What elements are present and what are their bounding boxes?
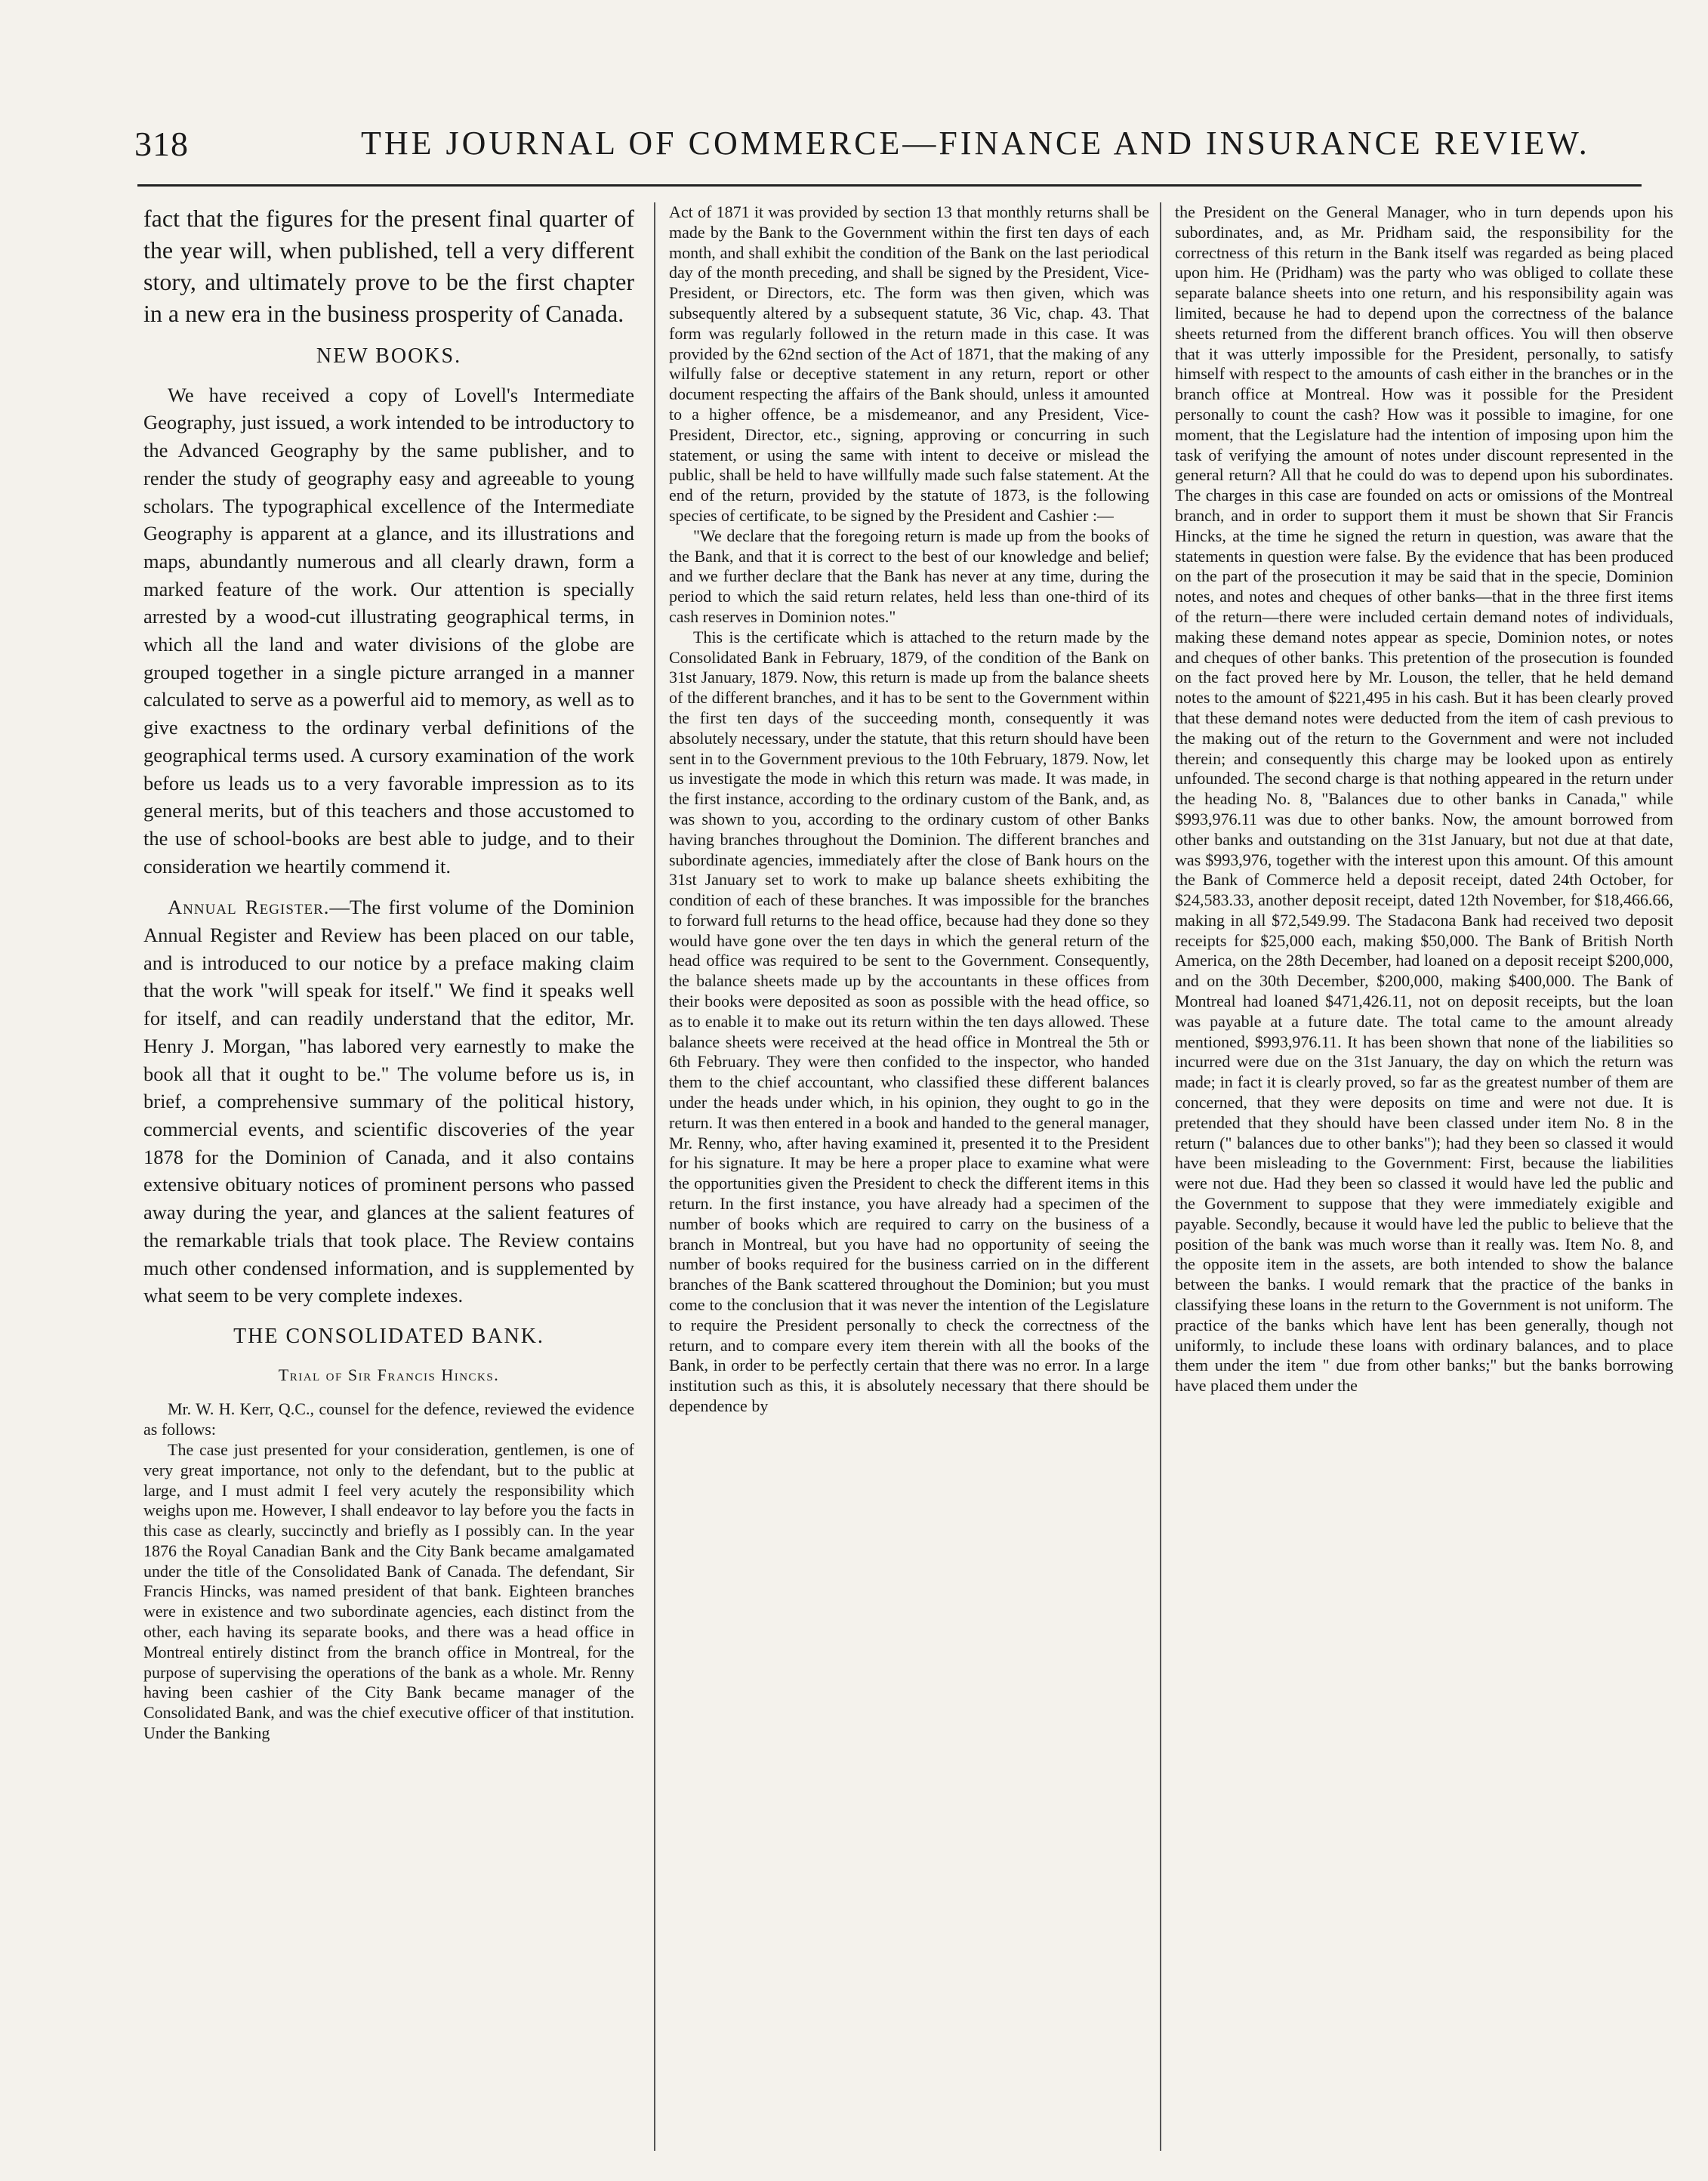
column-right xyxy=(1175,202,1673,2158)
certificate-quote: "We declare that the foregoing return is made up from the books of the Bank, and that it is correct to the best of our knowledge and belief; and we further declare that the Bank has never at any time, during the period to which the said return relates, held less than one-third of its cash reserves in Dominion notes." xyxy=(669,526,1149,626)
column-middle xyxy=(669,202,1149,2158)
kerr-intro: Mr. W. H. Kerr, Q.C., counsel for the defence, reviewed the evidence as follows: xyxy=(143,1399,634,1439)
annual-register-text: —The first volume of the Dominion Annual Register and Review has been placed on our table, and is introduced to our notice by a preface making claim that the work "will speak for itself." We find it speaks well for itself, and can readily understand that the editor, Mr. Henry J. Morgan, "has labored very earnestly to make the book all that it ought to be." The volume before us is, in brief, a comprehensive summary of the political history, commercial events, and scientific discoveries of the year 1878 for the Dominion of Canada, and it also contains extensive obituary notices of prominent persons who passed away during the year, and glances at the salient features of the remarkable trials that took place. The Review contains much other condensed information, and is supplemented by what seem to be very complete indexes. xyxy=(143,896,634,1307)
column-separator xyxy=(654,202,655,2151)
new-books-paragraph: We have received a copy of Lovell's Intermediate Geography, just issued, a work intended to be introductory to the Advanced Geography by the same publisher, and to render the study of geography easy and agreeable to young scholars. The typographical excellence of the Intermediate Geography is apparent at a glance, and its illustrations and maps, abundantly numerous and all clearly drawn, form a marked feature of the work. Our attention is specially arrested by a wood-cut illustrating geographical terms, in which all the land and water divisions of the globe are grouped together in a single picture arranged in a manner calculated to serve as a powerful aid to memory, as well as to give exactness to the ordinary verbal definitions of the geographical terms used. A cursory examination of the work before us leads us to a very favorable impression as to its general merits, but of this teachers and those accustomed to the use of school-books are best able to judge, and to their consideration we heartily commend it. xyxy=(143,383,634,878)
header-rule xyxy=(137,184,1642,187)
page-header xyxy=(134,124,1642,169)
annual-register-runin: Annual Register. xyxy=(168,896,330,919)
running-title: THE JOURNAL OF COMMERCE—FINANCE AND INSURANCE REVIEW. xyxy=(361,125,1590,162)
new-books-heading: NEW BOOKS. xyxy=(316,344,462,368)
return-paragraph: This is the certificate which is attached to the return made by the Consolidated Bank in February, 1879, of the condition of the Bank on 31st January, 1879. Now, this return is made up from the balance sheets of the different branches, and it has to be sent to the Government within the first ten days of the succeeding month, consequently it was absolutely necessary, under the statute, that this return should have been sent in to the Government previous to the 10th February, 1879. Now, let us investigate the mode in which this return was made. It was made, in the first instance, according to the ordinary custom of the Bank, and, as was shown to you, according to the ordinary custom of other Banks having branches throughout the Dominion. The different branches and subordinate agencies, immediately after the close of Bank hours on the 31st January set to work to make up balance sheets exhibiting the condition of each of these branches. It was impossible for the branches to forward full returns to the head office, because had they done so they would have gone over the ten days in which the general return of the head office was required to be sent to the Government. Consequently, the balance sheets made up by the accountants in these offices from their books were deposited as soon as possible with the head office, so as to enable it to make out its return within the ten days allowed. These balance sheets were received at the head office in Montreal the 5th or 6th February. They were then confided to the inspector, who handed them to the chief accountant, who classified these different balances under the heads under which, in his opinion, they ought to go in the return. It was then entered in a book and handed to the general manager, Mr. Renny, who, after having examined it, presented it to the President for his signature. It may be here a proper place to examine what were the opportunities given the President to check the different items in this return. In the first instance, you have already had a specimen of the number of books which are required to carry on the business of a branch in Montreal, but you have had no opportunity of seeing the number of books required for the business carried on in the different branches of the Bank scattered throughout the Dominion; but you must come to the conclusion that it was never the intention of the Legislature to require the President personally to check the correctness of the return, and to compare every item therein with all the books of the Bank, in order to be perfectly certain that there was no error. In a large institution such as this, it is absolutely necessary that there should be dependence by xyxy=(669,627,1149,1416)
column-separator xyxy=(1160,202,1161,2151)
consolidated-bank-heading: THE CONSOLIDATED BANK. xyxy=(233,1324,544,1348)
banking-act-paragraph: Act of 1871 it was provided by section 13 that monthly returns shall be made by the Bank to the Government within the first ten days of each month, and shall exhibit the condition of the Bank on the last periodical day of the month preceding, and shall be signed by the President, Vice-President, or Directors, etc. The form was then given, which was subsequently altered by a subsequent statute, 36 Vic, chap. 43. That form was regularly followed in the return made in this case. It was provided by the 62nd section of the Act of 1871, that the making of any wilfully false or deceptive statement in any return, report or other document respecting the affairs of the Bank should, unless it amounted to a higher offence, be a misdemeanor, and any President, Vice-President, Director, etc., signing, approving or concurring in such statement, or using the same with intent to deceive or mislead the public, shall be held to have willfully made such false statement. At the end of the return, provided by the statute of 1873, is the following species of certificate, to be signed by the President and Cashier :— xyxy=(669,202,1149,525)
lead-paragraph: fact that the figures for the present final quarter of the year will, when published, tell a very different story, and ultimately prove to be the first chapter in a new era in the business prosperity of Canada. xyxy=(143,205,634,327)
consolidated-bank-subheading: Trial of Sir Francis Hincks. xyxy=(278,1365,500,1384)
page-number: 318 xyxy=(134,125,189,163)
president-paragraph: the President on the General Manager, who in turn depends upon his subordinates, and, as Mr. Pridham said, the responsibility for the correctness of this return in the Bank itself was regarded as being placed upon him. He (Pridham) was the party who was obliged to collate these separate balance sheets into one return, and his responsibility again was limited, because he had to depend upon the correctness of the balance sheets returned from the different branch offices. You will then observe that it was utterly impossible for the President, personally, to satisfy himself with respect to the amounts of cash either in the branches or in the branch office at Montreal. How was it possible for the President personally to count the cash? How was it possible to imagine, for one moment, that the Legislature had the intention of imposing upon him the task of verifying the amount of notes under discount represented in the general return? All that he could do was to depend upon his subordinates. The charges in this case are founded on acts or omissions of the Montreal branch, and in order to support them it must be shown that Sir Francis Hincks, at the time he signed the return in question, was aware that the statements in question were false. By the evidence that has been produced on the part of the prosecution it may be said that in the specie, Dominion notes, and notes and cheques of other banks—that in the three first items of the return—there were included certain demand notes of individuals, making these demand notes appear as specie, Dominion notes, or notes and cheques of other banks. This pretention of the prosecution is founded on the fact proved here by Mr. Louson, the teller, that he held demand notes to the amount of $221,495 in his cash. But it has been clearly proved that these demand notes were deducted from the item of cash previous to the making out of the return to the Government and were not included therein; and consequently this charge may be looked upon as entirely unfounded. The second charge is that nothing appeared in the return under the heading No. 8, "Balances due to other banks in Canada," while $993,976.11 was due to other banks. Now, the amount borrowed from other banks and outstanding on the 31st January, but not due at that date, was $993,976, together with the interest upon this amount. Of this amount the Bank of Commerce held a deposit receipt, dated 24th October, for $24,583.33, another deposit receipt, dated 12th November, for $18,466.66, making in all $72,549.99. The Stadacona Bank had received two deposit receipts for $25,000 each, making $50,000. The Bank of British North America, on the 28th December, had loaned on a deposit receipt $200,000, and on the 30th December, $200,000, making $400,000. The Bank of Montreal had loaned $471,426.11, not on deposit receipts, but the loan was payable at a future date. The total came to the amount already mentioned, $993,976.11. It has been shown that none of the liabilities so incurred were due on the 31st January, the day on which the return was made; in fact it is clearly proved, so far as the greatest number of them are concerned, that they were deposits on time and were not due. It is pretended that they should have been classed under item No. 8 in the return (" balances due to other banks"); had they been so classed it would have been misleading to the Government: First, because the liabilities were not due. Had they been so classed it would have led the public and the Government to suppose that they were immediately exigible and payable. Secondly, because it would have led the public to believe that the position of the bank was much worse than it really was. Item No. 8, and the opposite item in the assets, are both intended to show the balance between the banks. I would remark that the practice of the banks in classifying these loans in the return to the Government is not uniform. The practice of the banks which have lent has been generally, though not uniformly, to include these loans with ordinary balances, and to place them under the item " due from other banks;" but the banks borrowing have placed them under the xyxy=(1175,202,1673,1396)
column-left xyxy=(143,202,634,2158)
kerr-paragraph: The case just presented for your consideration, gentlemen, is one of very great importance, not only to the defendant, but to the public at large, and I must admit I feel very acutely the responsibility which weighs upon me. However, I shall endeavor to lay before you the facts in this case as clearly, succinctly and briefly as I possibly can. In the year 1876 the Royal Canadian Bank and the City Bank became amalgamated under the title of the Consolidated Bank of Canada. The defendant, Sir Francis Hincks, was named president of that bank. Eighteen branches were in existence and two subordinate agencies, each distinct from the other, each having its separate books, and there was a head office in Montreal entirely distinct from the branch office in Montreal, for the purpose of supervising the operations of the bank as a whole. Mr. Renny having been cashier of the City Bank became manager of the Consolidated Bank, and was the chief executive officer of that institution. Under the Banking xyxy=(143,1439,634,1743)
annual-register-paragraph xyxy=(143,893,634,1310)
